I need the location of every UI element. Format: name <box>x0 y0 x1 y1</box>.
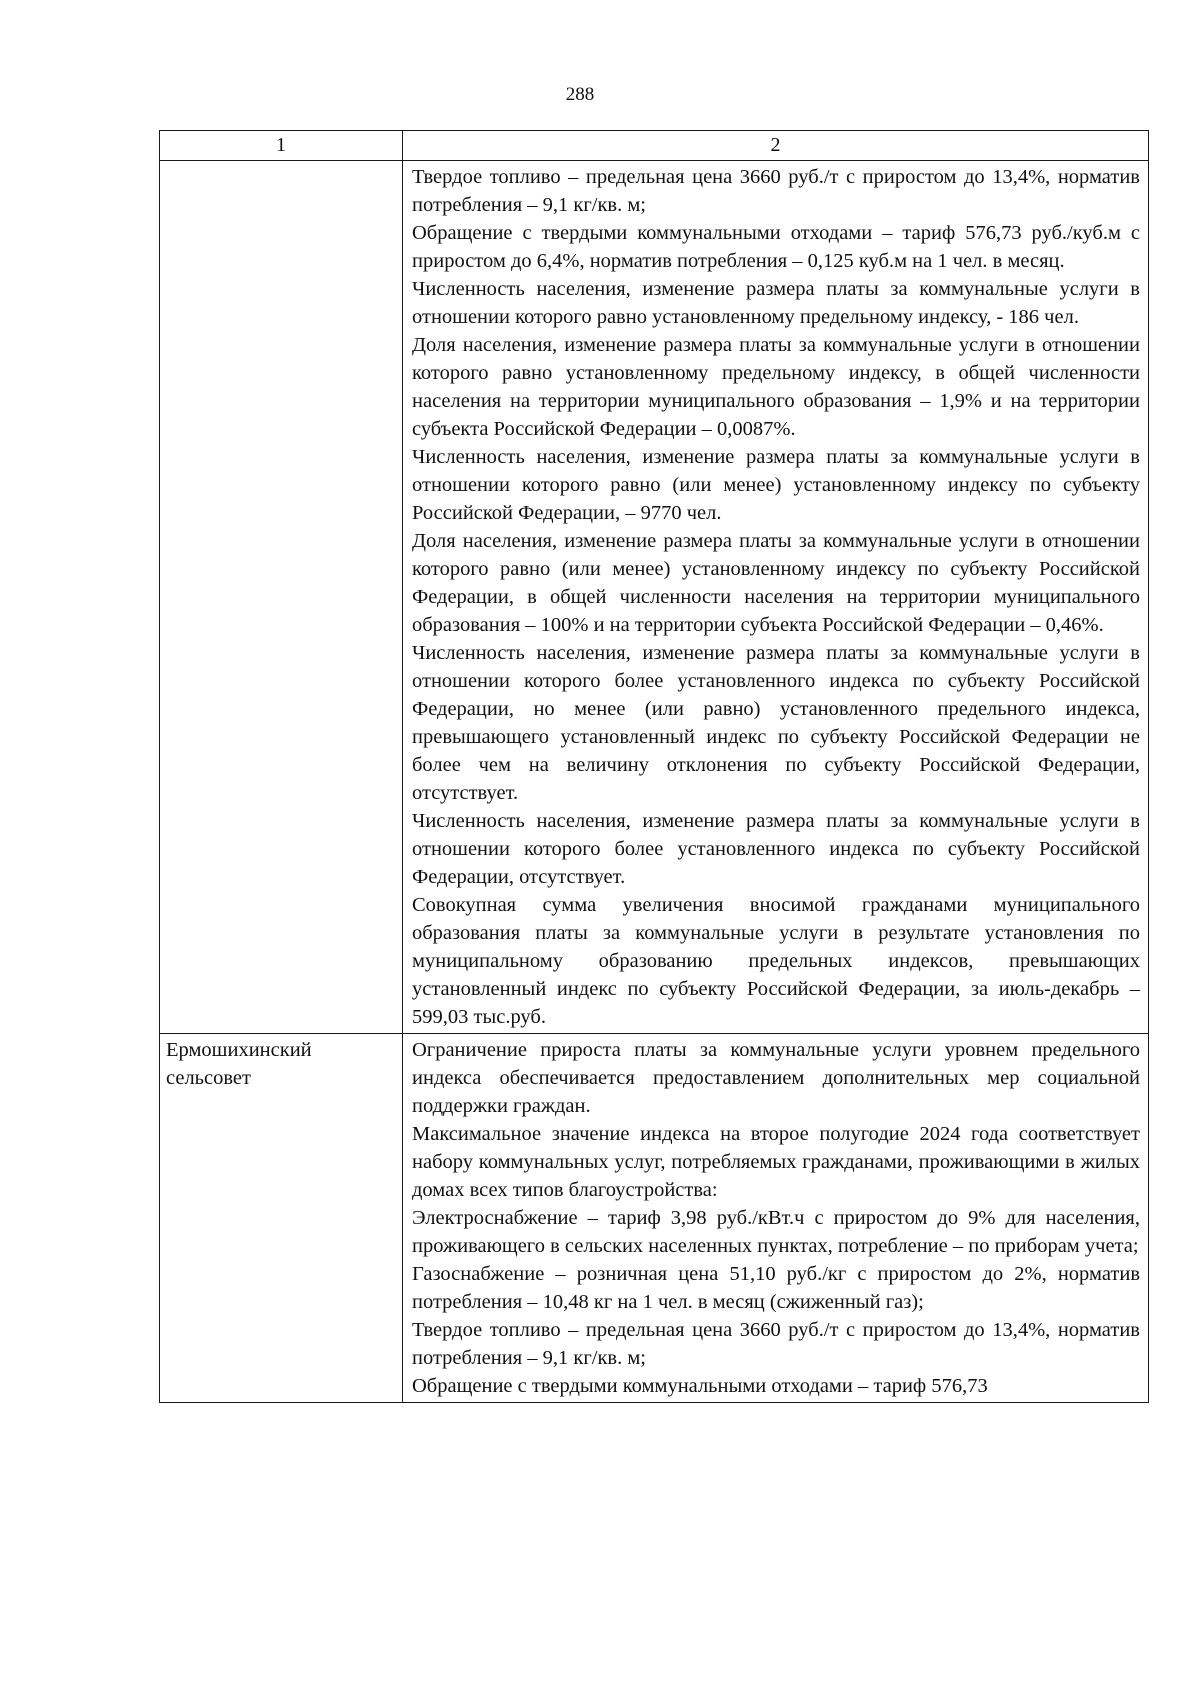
paragraph: Численность населения, изменение размера платы за коммунальные услуги в отношении которого более установленного индекса по субъекту Российской Федерации, отсутствует. <box>412 810 1140 888</box>
paragraph: Обращение с твердыми коммунальными отходами – тариф 576,73 руб./куб.м с приростом до 6,4%, норматив потребления – 0,125 куб.м на 1 чел. в месяц. <box>412 222 1140 272</box>
paragraph: Обращение с твердыми коммунальными отходами – тариф 576,73 <box>412 1375 988 1397</box>
paragraph: Ограничение прироста платы за коммунальные услуги уровнем предельного индекса обеспечивается предоставлением дополнительных мер социальной поддержки граждан. <box>412 1039 1140 1117</box>
document-table <box>159 130 1149 1403</box>
column-header-2: 2 <box>403 131 1149 161</box>
municipality-name-line1: Ермошихинский <box>166 1039 312 1061</box>
column-header-1: 1 <box>160 131 403 161</box>
paragraph: Совокупная сумма увеличения вносимой гражданами муниципального образования платы за коммунальные услуги в результате установления по муниципальному образованию предельных индексов, превышающих установленный индекс по субъекту Российской Федерации, за июль-декабрь – 599,03 тыс.руб. <box>412 894 1140 1028</box>
paragraph: Максимальное значение индекса на второе полугодие 2024 года соответствует набору коммунальных услуг, потребляемых гражданами, проживающими в жилых домах всех типов благоустройства: <box>412 1123 1140 1201</box>
paragraph: Доля населения, изменение размера платы за коммунальные услуги в отношении которого равно установленному предельному индексу, в общей численности населения на территории муниципального образования – 1,9% и на территории субъекта Российской Федерации – 0,0087%. <box>412 334 1140 440</box>
paragraph: Численность населения, изменение размера платы за коммунальные услуги в отношении которого равно установленному предельному индексу, - 186 чел. <box>412 278 1140 328</box>
table-row <box>160 161 1149 1034</box>
municipality-name-line2: сельсовет <box>166 1067 251 1089</box>
page-number: 288 <box>565 84 595 105</box>
description-cell <box>403 161 1149 1034</box>
municipality-cell <box>160 161 403 1034</box>
table-header-row <box>160 131 1149 161</box>
paragraph: Численность населения, изменение размера платы за коммунальные услуги в отношении которого более установленного индекса по субъекту Российской Федерации, но менее (или равно) установленного предельного индекса, превышающего установленный индекс по субъекту Российской Федерации не более чем на величину отклонения по субъекту Российской Федерации, отсутствует. <box>412 642 1140 804</box>
paragraph: Газоснабжение – розничная цена 51,10 руб./кг с приростом до 2%, норматив потребления – 10,48 кг на 1 чел. в месяц (сжиженный газ); <box>412 1263 1140 1313</box>
description-cell <box>403 1034 1149 1403</box>
municipality-cell <box>160 1034 403 1403</box>
paragraph: Твердое топливо – предельная цена 3660 руб./т с приростом до 13,4%, норматив потребления – 9,1 кг/кв. м; <box>412 1319 1140 1369</box>
paragraph: Численность населения, изменение размера платы за коммунальные услуги в отношении которого равно (или менее) установленному индексу по субъекту Российской Федерации, – 9770 чел. <box>412 446 1140 524</box>
paragraph: Доля населения, изменение размера платы за коммунальные услуги в отношении которого равно (или менее) установленному индексу по субъекту Российской Федерации, в общей численности населения на территории муниципального образования – 100% и на территории субъекта Российской Федерации – 0,46%. <box>412 530 1140 636</box>
paragraph: Электроснабжение – тариф 3,98 руб./кВт.ч с приростом до 9% для населения, проживающего в сельских населенных пунктах, потребление – по приборам учета; <box>412 1207 1140 1257</box>
table-row <box>160 1034 1149 1403</box>
paragraph: Твердое топливо – предельная цена 3660 руб./т с приростом до 13,4%, норматив потребления – 9,1 кг/кв. м; <box>412 166 1140 216</box>
